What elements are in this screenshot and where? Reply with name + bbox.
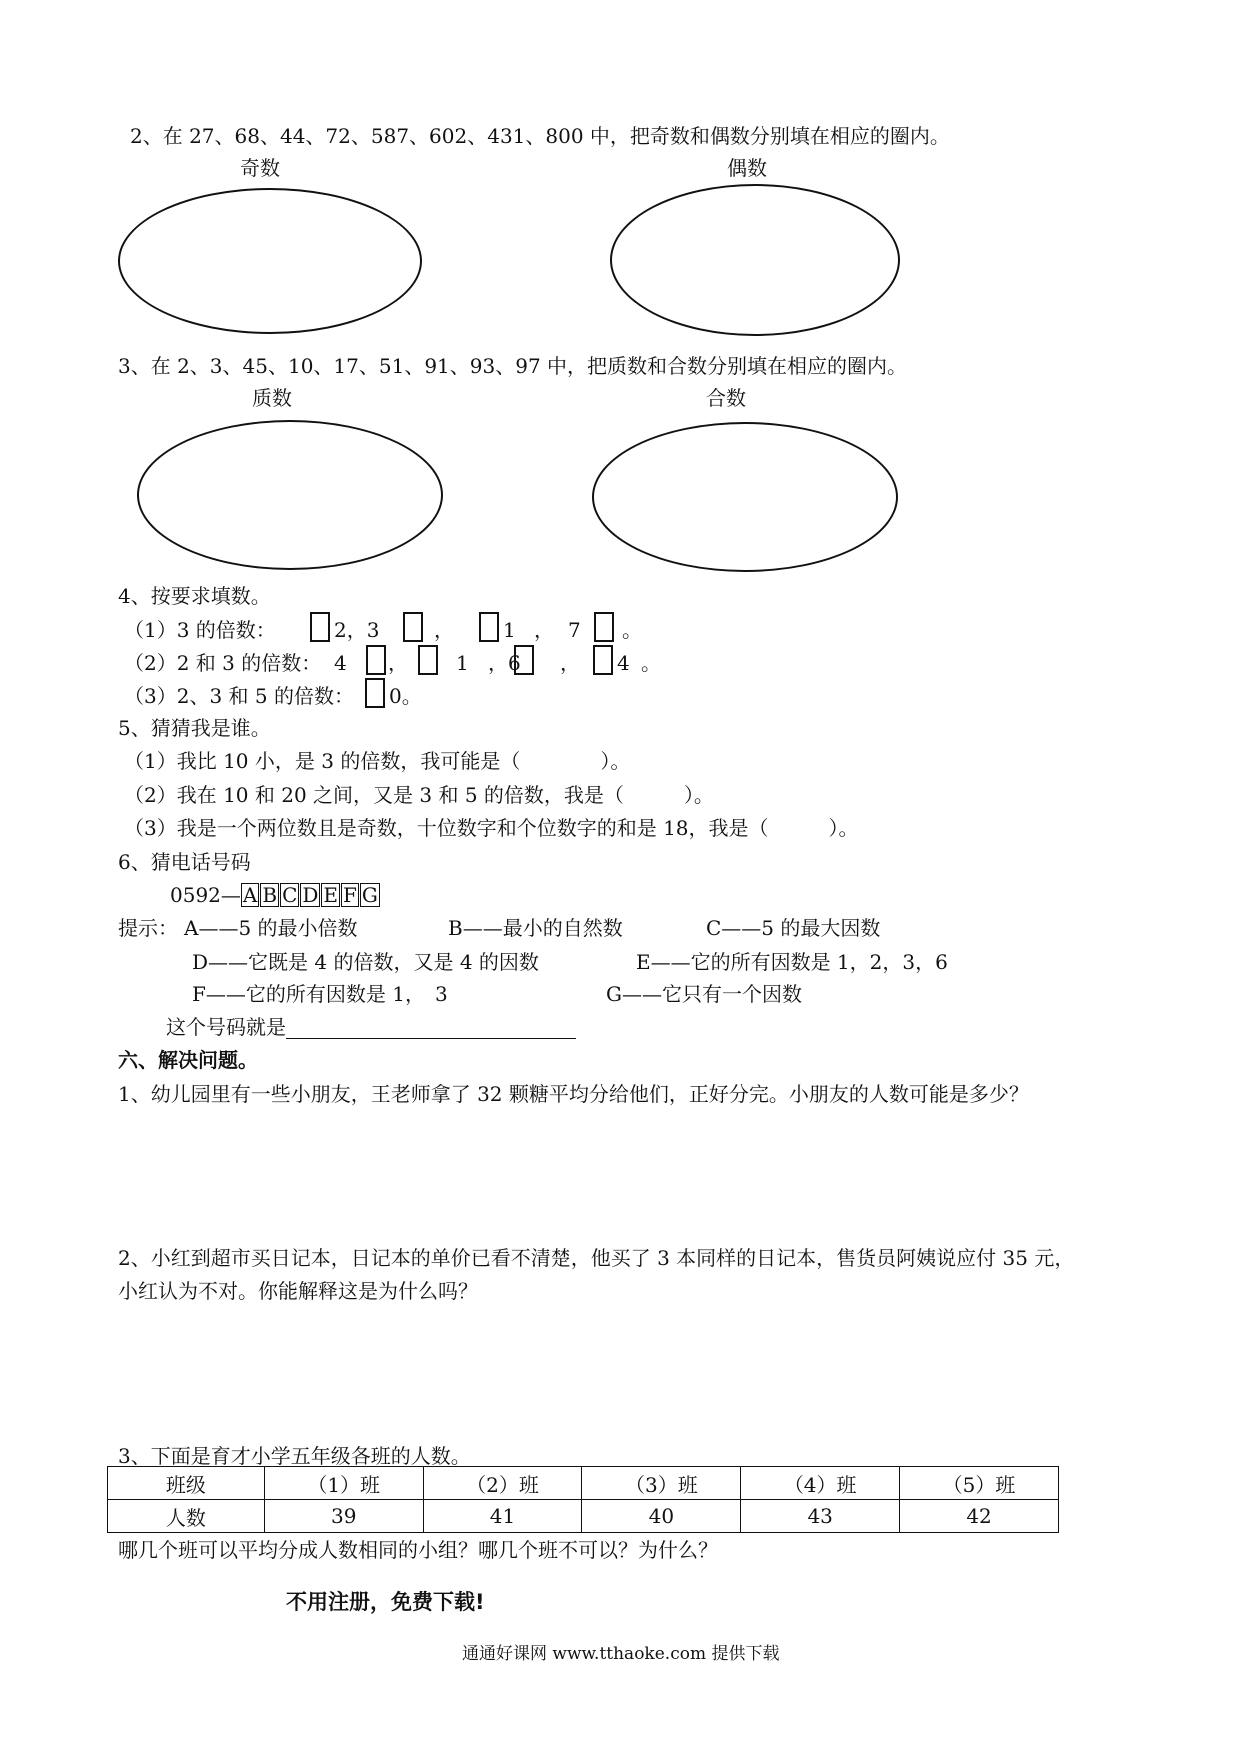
q4-line1-text: 1 [503,618,516,642]
q4-line1-text: ， [434,618,454,642]
q4-line3-label: （3）2、3 和 5 的倍数： [124,684,354,708]
phone-prefix: 0592— [170,883,241,907]
table-cell: 42 [900,1500,1059,1533]
footer-text: 通通好课网 www.tthaoke.com 提供下载 [462,1644,780,1664]
hint-e: E——它的所有因数是 1，2，3，6 [636,950,948,974]
table-row [108,1467,1059,1500]
q2-text: 2、在 27、68、44、72、587、602、431、800 中，把奇数和偶数分别填在相应的圈内。 [130,124,950,148]
q4-line1-text: 2，3 [334,618,380,642]
q4-line1-text: 。 [622,618,642,642]
q4-line2-text: ，6 [488,651,521,675]
table-cell: 43 [741,1500,900,1533]
q4-line2-text: 4 [334,651,347,675]
table-header-cell: 班级 [108,1467,265,1500]
q5-line1: （1）我比 10 小，是 3 的倍数，我可能是（ ）。 [124,749,631,773]
odd-label: 奇数 [240,156,280,180]
q4-line2-text: ， [560,651,580,675]
odd-circle[interactable] [118,188,422,334]
phone-answer [166,1015,576,1039]
digit-box-b: B [262,883,278,907]
q4-title: 4、按要求填数。 [118,584,271,608]
class-table [107,1466,1059,1533]
q3-text: 3、在 2、3、45、10、17、51、91、93、97 中，把质数和合数分别填在相应的圈内。 [118,354,908,378]
phone-number [170,883,381,907]
q4-line2-text: 1 [456,651,469,675]
answer-label: 这个号码就是 [166,1015,286,1039]
composite-circle[interactable] [592,422,898,572]
hint-f: F——它的所有因数是 1， 3 [192,982,448,1006]
q5-line2: （2）我在 10 和 20 之间，又是 3 和 5 的倍数，我是（ ）。 [124,783,714,807]
q6-title: 6、猜电话号码 [118,850,251,874]
blank-box[interactable] [418,645,438,675]
hint-label: 提示： [118,916,178,940]
answer-line[interactable] [286,1018,576,1039]
problem-3: 3、下面是育才小学五年级各班的人数。 [118,1444,471,1468]
q4-line1-text: 7 [568,618,581,642]
hint-c: C——5 的最大因数 [706,916,881,940]
digit-box-g: G [361,883,378,907]
even-label: 偶数 [727,156,767,180]
table-header-cell: （5）班 [900,1467,1059,1500]
table-row [108,1500,1059,1533]
blank-box[interactable] [365,678,385,708]
prime-circle[interactable] [137,420,443,570]
promo-text: 不用注册，免费下载! [286,1590,485,1614]
q5-title: 5、猜猜我是谁。 [118,716,271,740]
problem-1: 1、幼儿园里有一些小朋友，王老师拿了 32 颗糖平均分给他们，正好分完。小朋友的人数可能是多少？ [118,1082,1029,1106]
hint-b: B——最小的自然数 [448,916,623,940]
digit-box-a: A [242,883,258,907]
hint-a: A——5 的最小倍数 [184,916,358,940]
q4-line2-text: 4 [617,651,630,675]
table-cell: 41 [423,1500,582,1533]
q5-line3: （3）我是一个两位数且是奇数，十位数字和个位数字的和是 18，我是（ ）。 [124,816,859,840]
digit-box-c: C [282,883,298,907]
q4-line3-text: 0。 [389,684,422,708]
q4-line2-text: ， [388,651,408,675]
q4-line1-label: （1）3 的倍数： [124,618,276,642]
digit-box-e: E [323,883,339,907]
blank-box[interactable] [514,645,534,675]
q4-line1-text: ， [534,618,554,642]
hint-d: D——它既是 4 的倍数，又是 4 的因数 [192,950,539,974]
problem-2-line2: 小红认为不对。你能解释这是为什么吗？ [118,1279,478,1303]
prime-label: 质数 [252,386,292,410]
blank-box[interactable] [479,612,499,642]
q4-line2-label: （2）2 和 3 的倍数： [124,651,322,675]
table-cell: 人数 [108,1500,265,1533]
problem-2-line1: 2、小红到超市买日记本，日记本的单价已看不清楚，他买了 3 本同样的日记本，售货员阿姨说应付 35 元， [118,1246,1075,1270]
blank-box[interactable] [403,612,423,642]
blank-box[interactable] [366,645,386,675]
digit-box-d: D [302,883,319,907]
blank-box[interactable] [594,612,614,642]
blank-box[interactable] [593,645,613,675]
table-cell: 39 [264,1500,423,1533]
blank-box[interactable] [310,612,330,642]
digit-box-f: F [343,883,357,907]
composite-label: 合数 [706,386,746,410]
section-title: 六、解决问题。 [118,1048,258,1072]
table-header-cell: （1）班 [264,1467,423,1500]
table-header-cell: （2）班 [423,1467,582,1500]
table-cell: 40 [582,1500,741,1533]
table-header-cell: （4）班 [741,1467,900,1500]
table-header-cell: （3）班 [582,1467,741,1500]
q4-line2-text: 。 [641,651,661,675]
problem-3-question: 哪几个班可以平均分成人数相同的小组？哪几个班不可以？为什么？ [118,1538,718,1562]
even-circle[interactable] [610,184,900,336]
hint-g: G——它只有一个因数 [606,982,802,1006]
